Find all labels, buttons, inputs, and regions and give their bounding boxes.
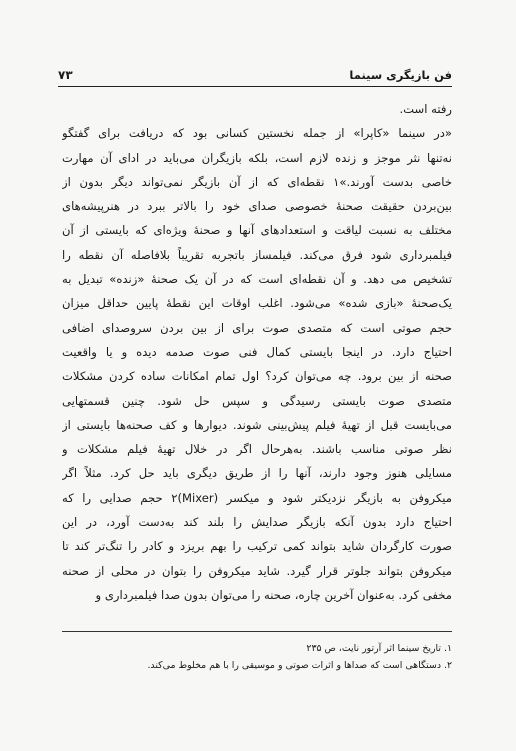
text-line: مختلف به نسبت لیاقت و استعدادهای آنها و صحنهٔ ویژه‌ای که بایستی از آن	[62, 223, 452, 238]
text-line: یک‌صحنهٔ «بازی شده» می‌شود. اغلب اوقات این نقطهٔ پایین حداقل میزان	[62, 296, 452, 311]
text-line: رفته است.	[399, 102, 452, 116]
body-text	[62, 97, 452, 607]
text-line: تشخیص می دهد. و آن نقطه‌ای است که در آن یک صحنهٔ «زنده» تبدیل به	[62, 272, 452, 287]
text-line: حجم صوتی است که متصدی صوت برای از بین بردن سروصدای اضافی	[62, 320, 452, 335]
text-line: بین‌بردن حقیقت صحنهٔ خصوصی صدای خود را بالاتر ببرد در هنرپیشه‌های	[62, 199, 452, 214]
footnote-2: ۲. دستگاهی است که صداها و اثرات صوتی و موسیقی را با هم مخلوط می‌کند.	[147, 660, 452, 671]
footnote-divider	[62, 631, 452, 632]
text-line: احتیاج دارد بدون آنکه بازیگر صدایش را بلند کند به‌دست آورد، در این	[62, 515, 452, 530]
text-line: متصدی صوت بایستی رسیدگی و سپس حل شود. چنین قسمتهایی	[62, 393, 452, 408]
footnotes	[62, 640, 452, 674]
page-header	[58, 64, 452, 87]
text-line: «در سینما «کاپرا» از جمله نخستین کسانی بود که دریافت برای گفتگو	[62, 126, 452, 141]
text-line: خاصی بدست آورند.»۱ نقطه‌ای که از آن بازیگر نمی‌تواند دیگر بدون از	[62, 174, 452, 189]
page-number: ۷۳	[58, 68, 73, 82]
text-line: احتیاج دارد. در اینجا بایستی کمال فنی صوت صدمه دیده و یا واقعیت	[62, 344, 452, 359]
text-line: صحنه از بین برود. چه می‌توان کرد؟ اول تمام امکانات ساده کردن مشکلات	[62, 369, 452, 384]
text-line: نه‌تنها نثر موجز و زنده لازم است، بلکه بازیگران می‌باید در ادای آن مهارت	[62, 150, 452, 165]
text-line: میکروفن به بازیگر نزدیکتر شود و میکسر (Mixer)۲ حجم صدایی را که	[62, 490, 452, 505]
text-line: فیلمبرداری شود فرق می‌کند. فیلمساز باتجربه تقریباً بلافاصله آن نقطه را	[62, 247, 452, 262]
text-line: مخفی کرد. به‌عنوان آخرین چاره، صحنه را می‌توان بدون صدا فیلمبرداری و	[95, 587, 452, 602]
text-line: مسایلی هنوز وجود دارند، آنها را از طریق دیگری باید حل کرد. مثلاً اگر	[62, 466, 452, 481]
running-title: فن بازیگری سینما	[349, 68, 452, 82]
text-line: میکروفن بتواند جلوتر قرار گیرد. شاید میکروفن را بتوان در محلی از صحنه	[62, 563, 452, 578]
footnote-1: ۱. تاریخ سینما اثر آرتور نایت، ص ۲۳۵	[306, 643, 452, 654]
text-line: نظر صوتی مناسب باشند. به‌هرحال اگر در خلال تهیهٔ فیلم مشکلات و	[62, 442, 452, 457]
text-line: صورت کارگردان شاید بتواند کمی ترکیب را بهم بریزد و کادر را تنگ‌تر کند تا	[62, 539, 452, 554]
text-line: می‌بایست قبل از تهیهٔ فیلم پیش‌بینی شوند. دیوارها و کف صحنه‌ها بایستی از	[62, 417, 452, 432]
